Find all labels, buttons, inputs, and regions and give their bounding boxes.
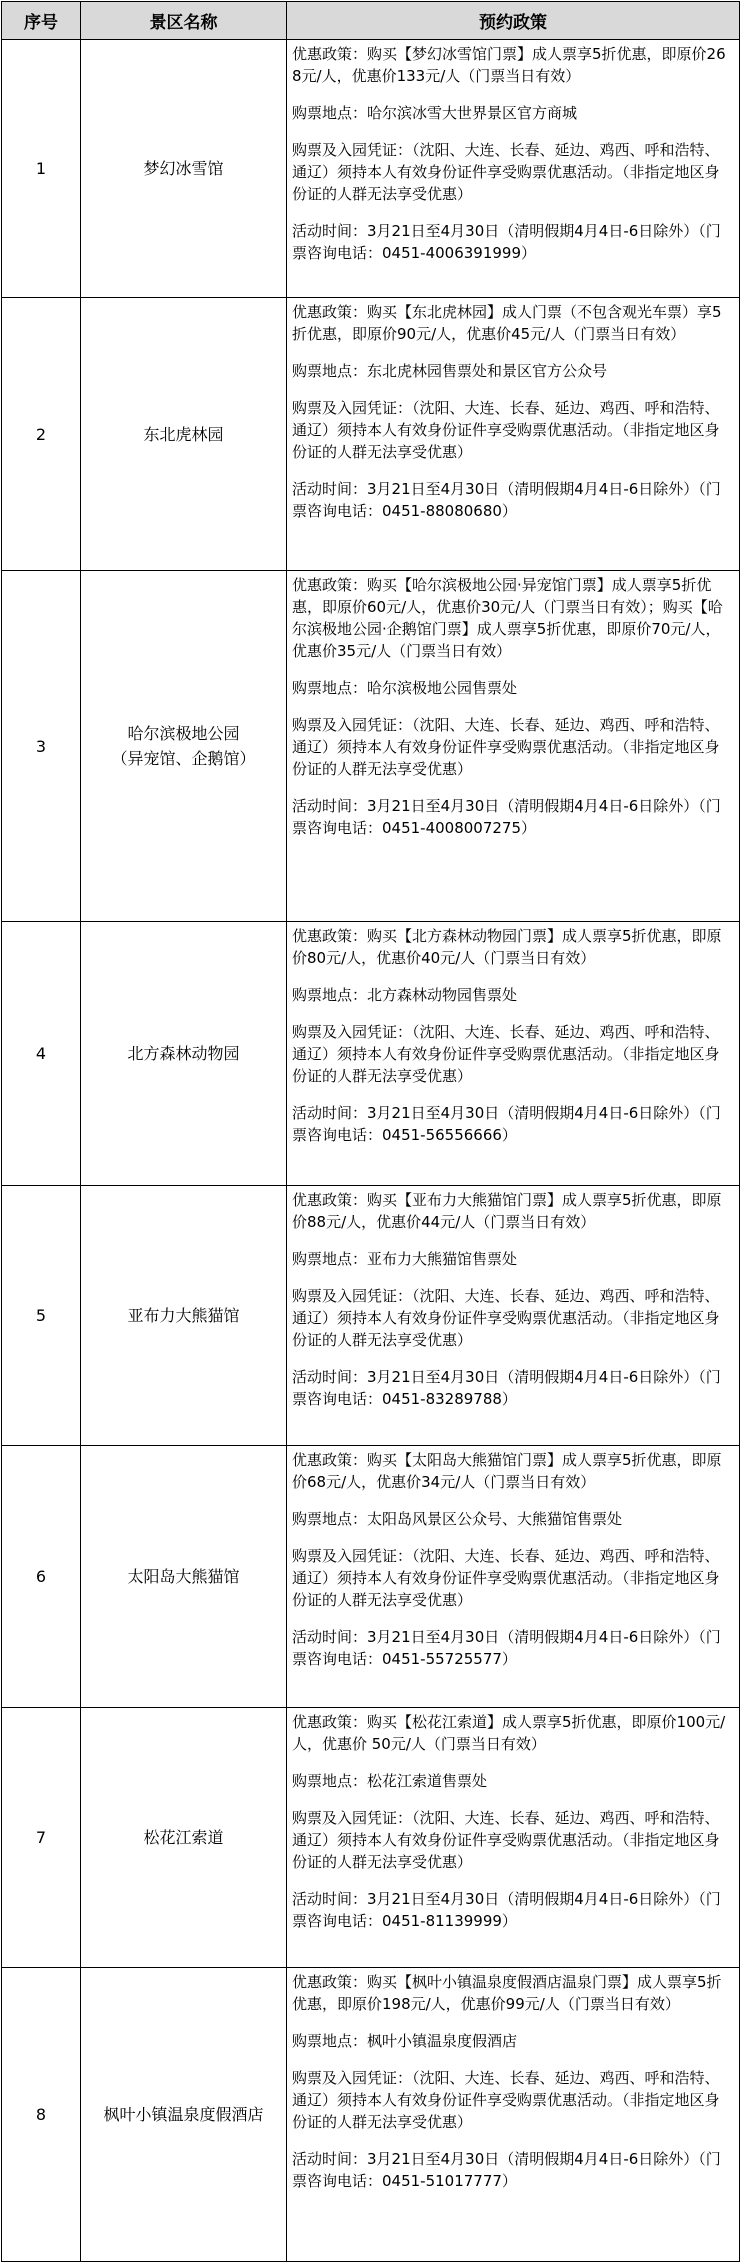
activity-time: 活动时间：3月21日至4月30日（清明假期4月4日-6日除外）（门票咨询电话：0451-83289788） [292,1368,721,1408]
row-index: 3 [2,571,81,922]
policy-cell [287,298,740,571]
activity-time: 活动时间：3月21日至4月30日（清明假期4月4日-6日除外）（门票咨询电话：0451-51017777） [292,2150,721,2190]
scenic-name: 亚布力大熊猫馆 [81,1186,287,1446]
table-row [2,1968,740,2262]
scenic-name: 北方森林动物园 [81,922,287,1186]
scenic-name: 东北虎林园 [81,298,287,571]
row-index: 4 [2,922,81,1186]
entry-credential: 购票及入园凭证：（沈阳、大连、长春、延边、鸡西、呼和浩特、通辽）须持本人有效身份证件享受购票优惠活动。（非指定地区身份证的人群无法享受优惠） [292,1547,720,1609]
scenic-name: 松花江索道 [81,1708,287,1968]
policy-cell [287,40,740,298]
table-row [2,298,740,571]
policy-table [1,1,740,2262]
entry-credential: 购票及入园凭证：（沈阳、大连、长春、延边、鸡西、呼和浩特、通辽）须持本人有效身份证件享受购票优惠活动。（非指定地区身份证的人群无法享受优惠） [292,716,720,778]
table-row [2,1446,740,1708]
scenic-name: 梦幻冰雪馆 [81,40,287,298]
header-name: 景区名称 [81,2,287,40]
scenic-name: 哈尔滨极地公园 [127,724,240,743]
header-policy: 预约政策 [287,2,740,40]
activity-time: 活动时间：3月21日至4月30日（清明假期4月4日-6日除外）（门票咨询电话：0451-4008007275） [292,797,721,837]
discount-policy: 优惠政策：购买【梦幻冰雪馆门票】成人票享5折优惠，即原价268元/人，优惠价133元/人（门票当日有效） [292,45,726,85]
purchase-location: 购票地点：松花江索道售票处 [292,1772,488,1790]
purchase-location: 购票地点：亚布力大熊猫馆售票处 [292,1250,518,1268]
table-row [2,571,740,922]
purchase-location: 购票地点：东北虎林园售票处和景区官方公众号 [292,362,608,380]
entry-credential: 购票及入园凭证：（沈阳、大连、长春、延边、鸡西、呼和浩特、通辽）须持本人有效身份证件享受购票优惠活动。（非指定地区身份证的人群无法享受优惠） [292,141,720,203]
activity-time: 活动时间：3月21日至4月30日（清明假期4月4日-6日除外）（门票咨询电话：0451-88080680） [292,480,721,520]
header-row [2,2,740,40]
policy-cell [287,571,740,922]
row-index: 1 [2,40,81,298]
purchase-location: 购票地点：哈尔滨极地公园售票处 [292,679,518,697]
scenic-name: 太阳岛大熊猫馆 [81,1446,287,1708]
discount-policy: 优惠政策：购买【太阳岛大熊猫馆门票】成人票享5折优惠，即原价68元/人，优惠价34元/人（门票当日有效） [292,1451,722,1491]
discount-policy: 优惠政策：购买【哈尔滨极地公园·异宠馆门票】成人票享5折优惠，即原价60元/人，优惠价30元/人（门票当日有效）；购买【哈尔滨极地公园·企鹅馆门票】成人票享5折优惠，即原价70元/人，优惠价35元/人（门票当日有效） [292,576,723,660]
policy-cell [287,922,740,1186]
row-index: 6 [2,1446,81,1708]
entry-credential: 购票及入园凭证：（沈阳、大连、长春、延边、鸡西、呼和浩特、通辽）须持本人有效身份证件享受购票优惠活动。（非指定地区身份证的人群无法享受优惠） [292,1809,720,1871]
activity-time: 活动时间：3月21日至4月30日（清明假期4月4日-6日除外）（门票咨询电话：0451-55725577） [292,1628,721,1668]
activity-time: 活动时间：3月21日至4月30日（清明假期4月4日-6日除外）（门票咨询电话：0451-81139999） [292,1890,721,1930]
discount-policy: 优惠政策：购买【亚布力大熊猫馆门票】成人票享5折优惠，即原价88元/人，优惠价44元/人（门票当日有效） [292,1191,722,1231]
discount-policy: 优惠政策：购买【松花江索道】成人票享5折优惠，即原价100元/人，优惠价 50元/人（门票当日有效） [292,1713,726,1753]
table-row [2,922,740,1186]
purchase-location: 购票地点：哈尔滨冰雪大世界景区官方商城 [292,104,578,122]
discount-policy: 优惠政策：购买【北方森林动物园门票】成人票享5折优惠，即原价80元/人，优惠价40元/人（门票当日有效） [292,927,722,967]
policy-cell [287,1446,740,1708]
table-row [2,1708,740,1968]
scenic-name-cell [81,571,287,922]
purchase-location: 购票地点：北方森林动物园售票处 [292,986,518,1004]
discount-policy: 优惠政策：购买【枫叶小镇温泉度假酒店温泉门票】成人票享5折优惠，即原价198元/人，优惠价99元/人（门票当日有效） [292,1973,722,2013]
row-index: 5 [2,1186,81,1446]
row-index: 7 [2,1708,81,1968]
purchase-location: 购票地点：枫叶小镇温泉度假酒店 [292,2032,518,2050]
discount-policy: 优惠政策：购买【东北虎林园】成人门票（不包含观光车票）享5折优惠，即原价90元/人，优惠价45元/人（门票当日有效） [292,303,722,343]
policy-cell [287,1968,740,2262]
table-row [2,40,740,298]
activity-time: 活动时间：3月21日至4月30日（清明假期4月4日-6日除外）（门票咨询电话：0451-56556666） [292,1104,721,1144]
activity-time: 活动时间：3月21日至4月30日（清明假期4月4日-6日除外）（门票咨询电话：0451-4006391999） [292,222,721,262]
entry-credential: 购票及入园凭证：（沈阳、大连、长春、延边、鸡西、呼和浩特、通辽）须持本人有效身份证件享受购票优惠活动。（非指定地区身份证的人群无法享受优惠） [292,1287,720,1349]
header-index: 序号 [2,2,81,40]
policy-cell [287,1186,740,1446]
entry-credential: 购票及入园凭证：（沈阳、大连、长春、延边、鸡西、呼和浩特、通辽）须持本人有效身份证件享受购票优惠活动。（非指定地区身份证的人群无法享受优惠） [292,1023,720,1085]
entry-credential: 购票及入园凭证：（沈阳、大连、长春、延边、鸡西、呼和浩特、通辽）须持本人有效身份证件享受购票优惠活动。（非指定地区身份证的人群无法享受优惠） [292,2069,720,2131]
purchase-location: 购票地点：太阳岛风景区公众号、大熊猫馆售票处 [292,1510,623,1528]
entry-credential: 购票及入园凭证：（沈阳、大连、长春、延边、鸡西、呼和浩特、通辽）须持本人有效身份证件享受购票优惠活动。（非指定地区身份证的人群无法享受优惠） [292,399,720,461]
row-index: 2 [2,298,81,571]
policy-cell [287,1708,740,1968]
scenic-name-sub: （异宠馆、企鹅馆） [111,749,256,768]
row-index: 8 [2,1968,81,2262]
table-row [2,1186,740,1446]
scenic-name: 枫叶小镇温泉度假酒店 [81,1968,287,2262]
